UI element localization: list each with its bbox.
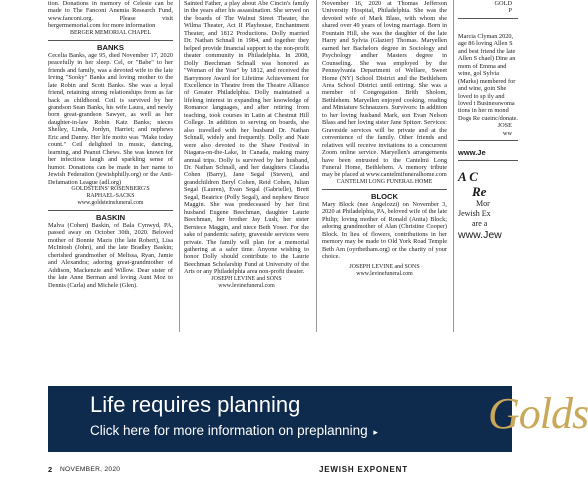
funeral-home-signature: JOSEPH LEVINE and SONS (349, 263, 420, 270)
obituary-column-3 (322, 0, 447, 278)
publication-name: JEWISH EXPONENT (319, 465, 408, 474)
obituary-name-heading: BASKIN (95, 212, 126, 222)
obituary-name-heading: BLOCK (371, 191, 398, 201)
column-separator (179, 0, 180, 332)
page-footer (48, 464, 512, 478)
page-number: 2 (48, 465, 53, 474)
ad-text: Jewish Ex (458, 208, 491, 218)
brand-logo: Golds (488, 389, 588, 438)
preplanning-banner-ad[interactable] (48, 386, 588, 452)
obituary-column-1 (48, 0, 173, 289)
funeral-home-signature: JOSEPH LEVINE and SONS (211, 275, 282, 282)
obituary-body: Mary Block (nee Angelozzi) on November 3, 2020 at Philadelphia, PA, beloved wife of the late Philip; loving mother of Ronald (Anita) Block; adoring grandmother of Alan (Christine Cooper) Block. In lieu of flowers, contributions in her memory may be made to Old York Road Temple Beth Am (oyrtbetham.org) or the charity of your choice. (322, 200, 447, 261)
issue-date: NOVEMBER, 2020 (60, 466, 121, 473)
ad-text: are a (472, 218, 488, 228)
funeral-home-signature: CANTELMI LONG FUNERAL HOME (336, 178, 433, 185)
funeral-home-signature: GOLD (494, 0, 512, 7)
ad-url[interactable]: www.Je (458, 148, 486, 158)
funeral-home-signature: JOSE (497, 122, 512, 130)
arrow-right-icon: ▸ (373, 427, 378, 437)
obituary-body: November 16, 2020 at Thomas Jefferson University Hospital, Philadelphia. She was the devoted wife of Mark Blass, with whom she shared over 49 years of loving marriage. Born in Fountain Hill, she was the daughter of the late Harry and Sylvia (Glazier) Thomas. Maryellen earned her Bachelors degree in Sociology and Psychology andher Masters degree in Counseling. She was employed by the Pennsylvania Department of Welfare, Sweet Home (NY) School District and the Bethlehem Area School District until retiring. She was a member of Congregation Brith Sholom, Bethlehem. Maryellen enjoyed cooking, reading and Miniature Schnauzers. Survivors: In addition to her loving husband Mark, son Evan Nelson Blass and her loving sister Jane Spitzer. Services: Graveside services will be private and at the convenience of the family. Other friends and relatives will receive invitations to a concurrent Zoom online service. Maryellen's arrangements have been entrusted to the Cantelmi Long Funeral Home, Bethlehem. A memory tribute may be placed at www.cantelmifuneralhome.com (322, 0, 447, 179)
ad-heading: Re (472, 183, 487, 199)
obituary-column-4 (458, 0, 518, 330)
funeral-home-url: ww (502, 129, 512, 137)
divider (48, 40, 173, 41)
column-separator (316, 0, 317, 332)
ad-heading: A C (458, 168, 478, 184)
column-separator (453, 0, 454, 332)
obituary-body: Cecelia Banks, age 95, died November 17, 2020 peacefully in her sleep. Cel, or "Babe" to her friends and family, was a devoted wife to the late Irving "Sooky" Banks and loving mother to the late Robin and Scott Banks. She was a loyal friend, retaining strong relationships from as far back as childhood. Ceil is survived by her grandson Sean Banks, his wife Laura, and newly born great-grandson Sawyer, as well as her daughter-in-law Robin Katz Banks; nieces Shelley, Linda, Jordyn, Harriet; and nephews Eric and Danny. Her life motto was "Make today count." Ceil delighted in music, dancing, learning, and Peanut Chews. She was known for her infectious laugh and sparkling sense of humor. Donations can be made in her name to Jewish Federation (jewishphilly.org) or the Anti-Defamation League (adl.org) (48, 51, 173, 186)
funeral-home-signature: GOLDSTEINS' ROSENBERG'S (71, 185, 150, 192)
divider (48, 210, 173, 211)
preplanning-link-text[interactable]: Click here for more information on preplanning (90, 423, 368, 438)
funeral-home-signature: BERGER MEMORIAL CHAPEL (70, 29, 151, 36)
obituary-body: Marcia Clyman 2020, age 86 loving Allen S and best friend the late Allen S chael) Dine an mom of Emma and wine, gol Sylvia (Marks) membered for and wine, goin She loved to sp ily and loved t Businesswoma tions in her m mond Dogs Re cueinc/donate. (458, 32, 518, 122)
obituary-name-heading: BANKS (96, 42, 124, 52)
obituary-body: Malva (Cohen) Baskin, of Bala Cynwyd, PA, passed away on October 30th, 2020. Beloved mother of Bonnie Mazis (the late Robert), Lisa McIntosh (John), and the late Bradley Baskin; cherished grandmother of Melissa, Ryan, Jamie and Alexandra; adoring great-grandmother of Addison, Mackenzie and Willow. Dear sister of the late Anne Berman and loving Aunt Moz to Dennis (Carla) and Michele (Glen). (48, 221, 173, 289)
divider (458, 18, 518, 19)
obituary-column-2 (184, 0, 309, 290)
ad-text: Mor (476, 198, 490, 208)
funeral-home-signature: RAPHAEL-SACKS (86, 192, 135, 199)
preplanning-link[interactable] (90, 422, 378, 441)
banner-headline: Life requires planning (90, 392, 301, 417)
obituary-body: Sainted Father, a play about Abe Cincin's family in the years after his assassination. She served on the boards of The Walnut Street Theater, the Wilma Theater, Act II Playhouse, Enchantment Theater, and 1812 Productions. Dolly married Dr. Nathan Schnall in 1984, and together they helped provide financial support to the non-profit theater community in Philadelphia. In 2008, Dolly Beechman Schnall was honored as "Woman of the Year" by 1812, and received the Barrymore Award for Lifetime Achievement for Excellence in Theatre from the Theatre Alliance of Greater Philadelphia. Dolly maintained a lifelong interest in expanding her knowledge of Romance languages, and after retiring from teaching, took courses in Latin at Chestnut Hill College. In addition to serving on boards, she also travelled with her husband Dr. Nathan Schnall, widely and frequently. Dolly and Nate were also devoted to the Shaw Festival in Niagara-on-the-Lake, in Canada, making many annual trips. Dolly is survived by her husband, Dr. Nathan Schnall, and her daughters Claudia Cohen (Barry), Jane Segal (Steven), and grandchildren Beryl Cohen, Reid Cohen, Julian Segal (Lauren), Evan Segal (Gabrielle), Brett Segal, Beatrice (Polly Segal), and nephew Bruce Maggin. She was predeceased by her first husband Eugene Beechman, daughter Laurie Beechman, her brother Jay Lush, her sister Berniece Maggin, and niece Beth Yoser. For the sake of pandemic safety, graveside services were private. The family will plan for a memorial gathering at a safer time. Anyone wishing to honor Dolly should contribute to the Laurie Beechman Scholarship Fund at University of the Arts or any Philadelphia area non-profit theater. (184, 0, 309, 276)
divider (322, 189, 447, 190)
divider (458, 140, 518, 141)
funeral-home-url: www.levinefuneral.com (218, 282, 275, 289)
divider (458, 160, 518, 161)
obituary-continuation-text: tion. Donations in memory of Celeste can be made to The Fanconi Anemia Research Fund, www.fanconi.org. Please visit bergermemorial.com for more information (48, 0, 173, 30)
funeral-home-signature: P (508, 7, 512, 15)
funeral-home-url: www.levinefuneral.com (356, 270, 413, 277)
funeral-home-url: www.goldsteinsfuneral.com (77, 199, 144, 206)
ad-url[interactable]: www.Jew (458, 228, 502, 241)
